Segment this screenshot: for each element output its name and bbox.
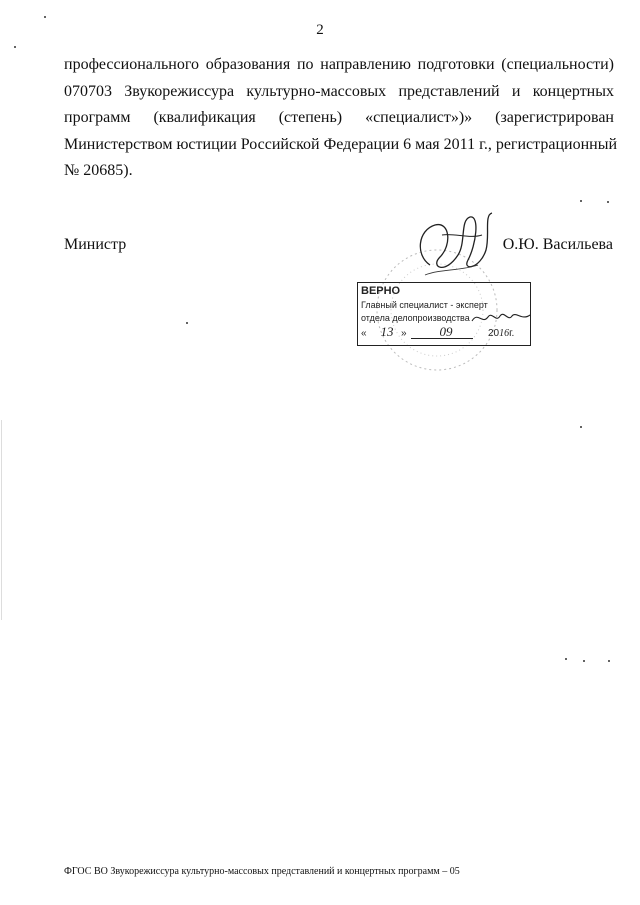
body-line-3: программ (квалификация (степень) «специалист»)» (зарегистрирован	[64, 109, 614, 126]
body-line-1: профессионального образования по направлению подготовки (специальности)	[64, 56, 614, 73]
scan-speck	[186, 322, 188, 324]
stamp-heading: ВЕРНО	[361, 285, 401, 297]
page-number: 2	[316, 22, 324, 38]
stamp-position: Главный специалист - эксперт	[361, 300, 488, 310]
body-line-4: Министерством юстиции Российской Федерации 6 мая 2011 г., регистрационный	[64, 135, 617, 153]
body-paragraph	[64, 52, 617, 185]
document-footer: ФГОС ВО Звукорежиссура культурно-массовых представлений и концертных программ – 05	[64, 866, 460, 877]
scan-speck	[580, 426, 582, 428]
scan-margin-line	[1, 420, 2, 620]
scan-speck	[14, 46, 16, 48]
scan-speck	[580, 200, 582, 202]
stamp-date-close-quote: »	[401, 328, 407, 339]
scan-speck	[583, 660, 585, 662]
scan-speck	[565, 658, 567, 660]
minister-signature-image	[400, 205, 510, 285]
body-line-2: 070703 Звукорежиссура культурно-массовых представлений и концертных	[64, 82, 614, 100]
scan-speck	[44, 16, 46, 18]
stamp-day: 13	[380, 324, 394, 339]
stamp-date-line	[361, 324, 515, 339]
scan-speck	[608, 660, 610, 662]
signer-title: Министр	[64, 236, 127, 253]
certification-stamp	[357, 282, 531, 346]
scan-speck	[607, 201, 609, 203]
stamp-date-open-quote: «	[361, 328, 367, 339]
stamp-year-prefix: 20	[488, 328, 500, 339]
stamp-month: 09	[439, 324, 453, 339]
stamp-signature-image	[470, 307, 532, 327]
body-line-5: № 20685).	[64, 162, 133, 179]
signer-name: О.Ю. Васильева	[502, 236, 613, 253]
stamp-year-suffix: г.	[509, 328, 515, 339]
stamp-department: отдела делопроизводства	[361, 313, 470, 323]
stamp-year: 2016г.	[488, 328, 515, 339]
